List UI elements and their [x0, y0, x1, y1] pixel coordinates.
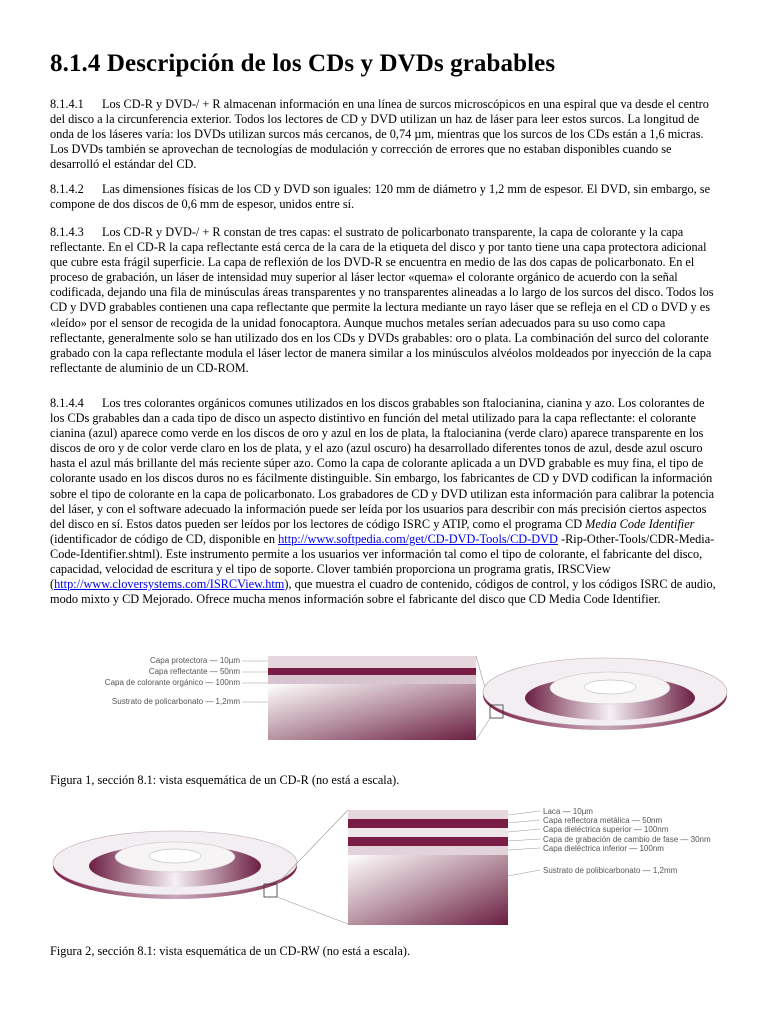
paragraph-text: Los CD-R y DVD-/ + R constan de tres capas: el sustrato de policarbonato transparente, la capa de colorante y la capa reflectante. En el CD-R la capa reflectante está cerca de la cara de la etiqueta del disco y por tanto tiene una capa protectora adicional que cubre esta frágil superficie. La capa de reflexión de los DVD-R se encuentra en medio de las dos capas de policarbonato. En el proceso de grabación, un láser de intensidad muy superior al láser lector «quema» el colorante orgánico de acuerdo con la señal codificada, dejando una fila de minúsculas áreas transparentes y no transparentes alineadas a lo largo de los surcos del disco. Todos los CD y DVD grabables contienen una capa reflectante que permite la lectura mediante un rayo láser que se refleja en el CD o DVD y es «leído» por el sensor de recogida de la unidad fonocaptora. Aunque muchos metales serían adecuados para su uso como capa reflectante, generalmente solo se han utilizado dos en los CDs y DVDs grabables: oro o plata. La combinación del surco del colorante grabado con la capa reflectante modula el láser lector de manera similar a los minúsculos alvéolos moldeados por inyección de la capa reflectante de aluminio de un CD-ROM. [50, 225, 714, 375]
paragraph-8-1-4-3 [50, 225, 720, 376]
paragraph-8-1-4-2 [50, 182, 720, 212]
layer-label: Capa protectora — 10µm [150, 656, 240, 665]
protective-layer [268, 656, 476, 668]
paragraph-text: Las dimensiones físicas de los CD y DVD son iguales: 120 mm de diámetro y 1,2 mm de espesor. El DVD, sin embargo, se compone de dos discos de 0,6 mm de espesor, unidos entre sí. [50, 182, 711, 212]
paragraph-number: 8.1.4.1 [50, 97, 84, 111]
cloversystems-link[interactable]: http://www.cloversystems.com/ISRCView.htm [54, 577, 285, 592]
phase-change-layer [348, 837, 508, 846]
paragraph-8-1-4-4 [50, 396, 720, 607]
lacquer-layer [348, 810, 508, 819]
paragraph-text: (identificador de código de CD, disponible en [50, 531, 279, 546]
cd-rw-disc [53, 831, 297, 899]
paragraph-text: -Rip-Other-Tools/CDR-Media-Code-Identifier.shtml). Este instrumento permite a los usuarios ver información tal como el tipo de colorante, el fabricante del disco, capacidad, velocidad de escritura y el tipo de soporte. Clover también proporciona un programa gratis, IRSCView ( [50, 531, 715, 592]
layer-label: Capa dieléctrica superior — 100nm [543, 825, 669, 834]
figure-2-caption: Figura 2, sección 8.1: vista esquemática de un CD-RW (no está a escala). [50, 944, 411, 958]
layer-label: Capa reflectante — 50nm [148, 667, 240, 676]
page-title: 8.1.4 Descripción de los CDs y DVDs grabables [50, 50, 556, 77]
reflective-layer [268, 668, 476, 675]
layer-label: Capa de colorante orgánico — 100nm [104, 678, 240, 687]
cd-r-disc [483, 658, 727, 730]
layer-label: Capa reflectora metálica — 50nm [543, 816, 663, 825]
figure-2-cd-rw-diagram [50, 806, 730, 934]
layer-label: Laca — 10µm [543, 807, 593, 816]
paragraph-text: ), que muestra el cuadro de contenido, códigos de control, y los códigos ISRC de audio, modo mixto y CD Mejorado. Ofrece mucha menos información sobre el fabricante del disco que CD Media Code Identifier. [50, 577, 716, 607]
paragraph-number: 8.1.4.3 [50, 225, 84, 239]
paragraph-text: Los CD-R y DVD-/ + R almacenan información en una línea de surcos microscópicos en una espiral que va desde el centro del disco a la circunferencia exterior. Todos los lectores de CD y DVD utilizan un haz de láser para leer estos surcos. La longitud de onda de los láseres varía: los DVDs utilizan surcos más cercanos, de 0,74 µm, mientras que los surcos de los CDs están a 1,6 micras. Los DVDs también se aprovechan de tecnologías de modulación y corrección de errores que no estaban disponibles cuando se desarrolló el estándar del CD. [50, 97, 709, 172]
lower-dielectric-layer [348, 846, 508, 855]
layer-label: Sustrato de polibicarbonato — 1,2mm [543, 866, 678, 875]
paragraph-8-1-4-1 [50, 97, 720, 172]
figure-1-caption: Figura 1, sección 8.1: vista esquemática de un CD-R (no está a escala). [50, 773, 400, 787]
layer-label: Sustrato de policarbonato — 1,2mm [111, 697, 240, 706]
dye-layer [268, 675, 476, 684]
metal-reflective-layer [348, 819, 508, 828]
substrate-layer [348, 855, 508, 925]
layer-label: Capa de grabación de cambio de fase — 30nm [543, 835, 711, 844]
upper-dielectric-layer [348, 828, 508, 837]
layer-label: Capa dieléctrica inferior — 100nm [543, 844, 664, 853]
figure-1-cd-r-diagram [50, 640, 730, 752]
paragraph-number: 8.1.4.4 [50, 396, 84, 410]
paragraph-number: 8.1.4.2 [50, 182, 84, 196]
program-name: Media Code Identifier [585, 516, 695, 531]
substrate-layer [268, 684, 476, 740]
paragraph-text: Los tres colorantes orgánicos comunes utilizados en los discos grabables son ftalocianina, cianina y azo. Los colorantes de los CDs grabables dan a cada tipo de disco un aspecto distintivo en función del metal utilizado para la capa reflectante: el colorante cianina (azul) aparece como verde en los discos de oro y azul en los de plata, la ftalocianina (verde claro) aparece transparente en los discos de oro y de color verde claro en los de plata, y el azo (azul oscuro) ha desarrollado diferentes tonos de azul, desde azul oscuro hasta el azul más brillante del más reciente súper azo. Como la capa de colorante aplicada a un DVD grabable es muy fina, el tipo de colorante usado en los discos duros no es fácilmente distinguible. Sin embargo, los fabricantes de CD y DVD codifican la información sobre el tipo de colorante en la capa de policarbonato. Los grabadores de CD y DVD utilizan esta información para calibrar la potencia del láser, y con el software adecuado la información puede ser leída por los usuarios para describir con más precisión ciertos aspectos del disco en sí. Estos datos pueden ser leídos por los lectores de código ISRC y ATIP, como el programa CD [50, 396, 715, 531]
softpedia-link[interactable]: http://www.softpedia.com/get/CD-DVD-Tools/CD-DVD [278, 531, 558, 546]
